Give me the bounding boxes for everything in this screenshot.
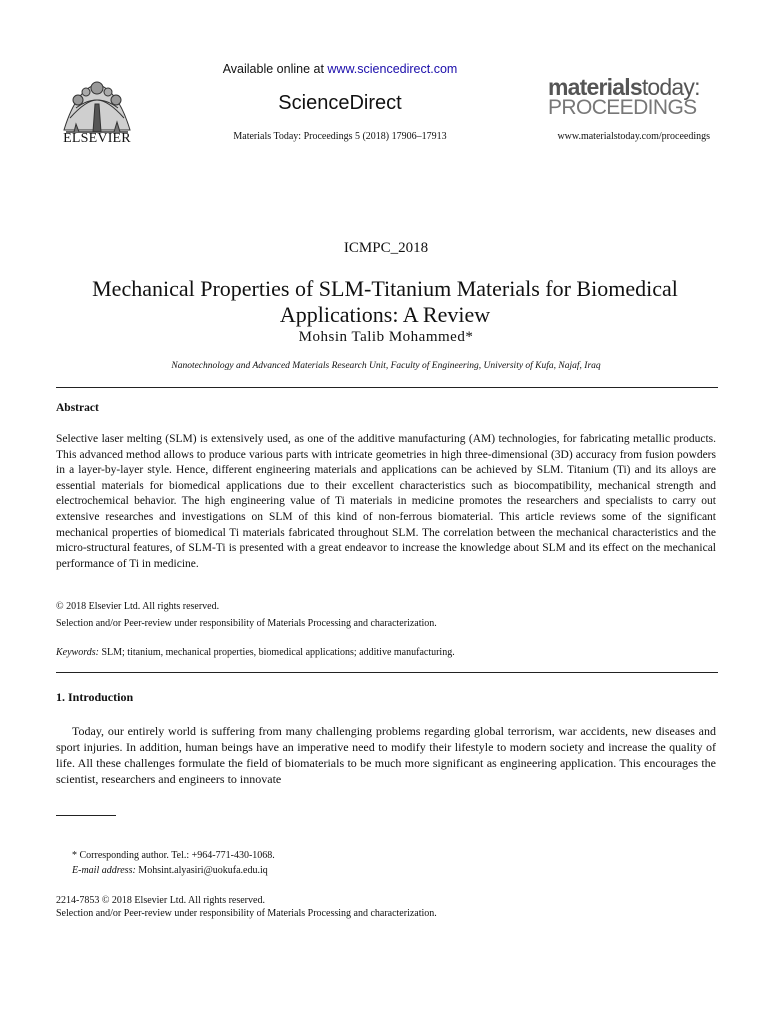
- logo-light-text: today:: [641, 74, 700, 100]
- header-divider: [56, 387, 718, 388]
- peer-review-line: Selection and/or Peer-review under responsibility of Materials Processing and characterization.: [56, 618, 437, 629]
- publisher-name: ELSEVIER: [63, 131, 131, 146]
- materials-today-logo: [548, 76, 718, 126]
- platform-name: ScienceDirect: [278, 92, 402, 114]
- abstract-divider: [56, 672, 718, 673]
- logo-bold-text: materials: [548, 74, 642, 100]
- issn-line: 2214-7853 © 2018 Elsevier Ltd. All rights reserved.: [56, 895, 265, 906]
- availability-line: [180, 62, 500, 76]
- footnote-divider: [56, 815, 116, 816]
- section-heading-introduction: 1. Introduction: [56, 690, 134, 704]
- keywords-text: SLM; titanium, mechanical properties, biomedical applications; additive manufacturing.: [98, 647, 455, 658]
- author-affiliation: Nanotechnology and Advanced Materials Research Unit, Faculty of Engineering, University of Kufa, Najaf, Iraq: [171, 361, 601, 371]
- journal-url[interactable]: www.materialstoday.com/proceedings: [557, 131, 710, 142]
- email-note: [72, 865, 268, 876]
- journal-citation: Materials Today: Proceedings 5 (2018) 17906–17913: [233, 131, 447, 142]
- abstract-text: Selective laser melting (SLM) is extensively used, as one of the additive manufacturing (AM) technologies, for fabricating metallic products. This advanced method allows to produce various parts with intricate geometries in high three-dimensional (3D) accuracy from fusion powders in a layer-by-layer style. Hence, different engineering materials and applications can be achieved by SLM. Titanium (Ti) and its alloys are essential materials for biomedical applications due to their excellent characteristics such as biocompatibility, mechanical strength and electrochemical behavior. The high engineering value of Ti materials in medicine promotes the researchers and specialists to carry out extensive researches and investigations on SLM of this kind of non-ferrous biomaterial. This article reviews some of the significant mechanical properties of biomedical Ti materials fabricated throughout SLM. The correlation between the mechanical characteristics and the micro-structural features, of SLM-Ti is presented with a great endeavor to increase the knowledge about SLM and its effect on the mechanical performance of Ti in medicine.: [56, 433, 716, 570]
- keywords-label: Keywords:: [56, 647, 99, 658]
- abstract-heading: Abstract: [56, 402, 99, 414]
- logo-proceedings-text: PROCEEDINGS: [548, 96, 697, 119]
- paper-title: Mechanical Properties of SLM-Titanium Materials for Biomedical Applications: A Review: [92, 276, 678, 327]
- email-address[interactable]: Mohsint.alyasiri@uokufa.edu.iq: [135, 865, 268, 876]
- corresponding-author-note: * Corresponding author. Tel.: +964-771-430-1068.: [72, 850, 275, 861]
- author-name: Mohsin Talib Mohammed*: [298, 329, 474, 345]
- copyright-line: © 2018 Elsevier Ltd. All rights reserved.: [56, 601, 220, 612]
- sciencedirect-link[interactable]: www.sciencedirect.com: [327, 62, 458, 76]
- availability-prefix: Available online at: [222, 62, 328, 76]
- footer-peer-review-line: Selection and/or Peer-review under responsibility of Materials Processing and characterization.: [56, 908, 437, 919]
- keywords-line: [56, 647, 455, 658]
- email-label: E-mail address:: [72, 865, 136, 876]
- conference-name: ICMPC_2018: [343, 240, 429, 256]
- introduction-text: Today, our entirely world is suffering from many challenging problems regarding global terrorism, war accidents, new diseases and sport injuries. In addition, human beings have an imperative need to modify their lifestyle to modern society and increase the quality of life. All these challenges formulate the field of biomaterials to be much more significant as engineering application. This encourages the scientist, researchers and engineers to innovate: [56, 724, 716, 786]
